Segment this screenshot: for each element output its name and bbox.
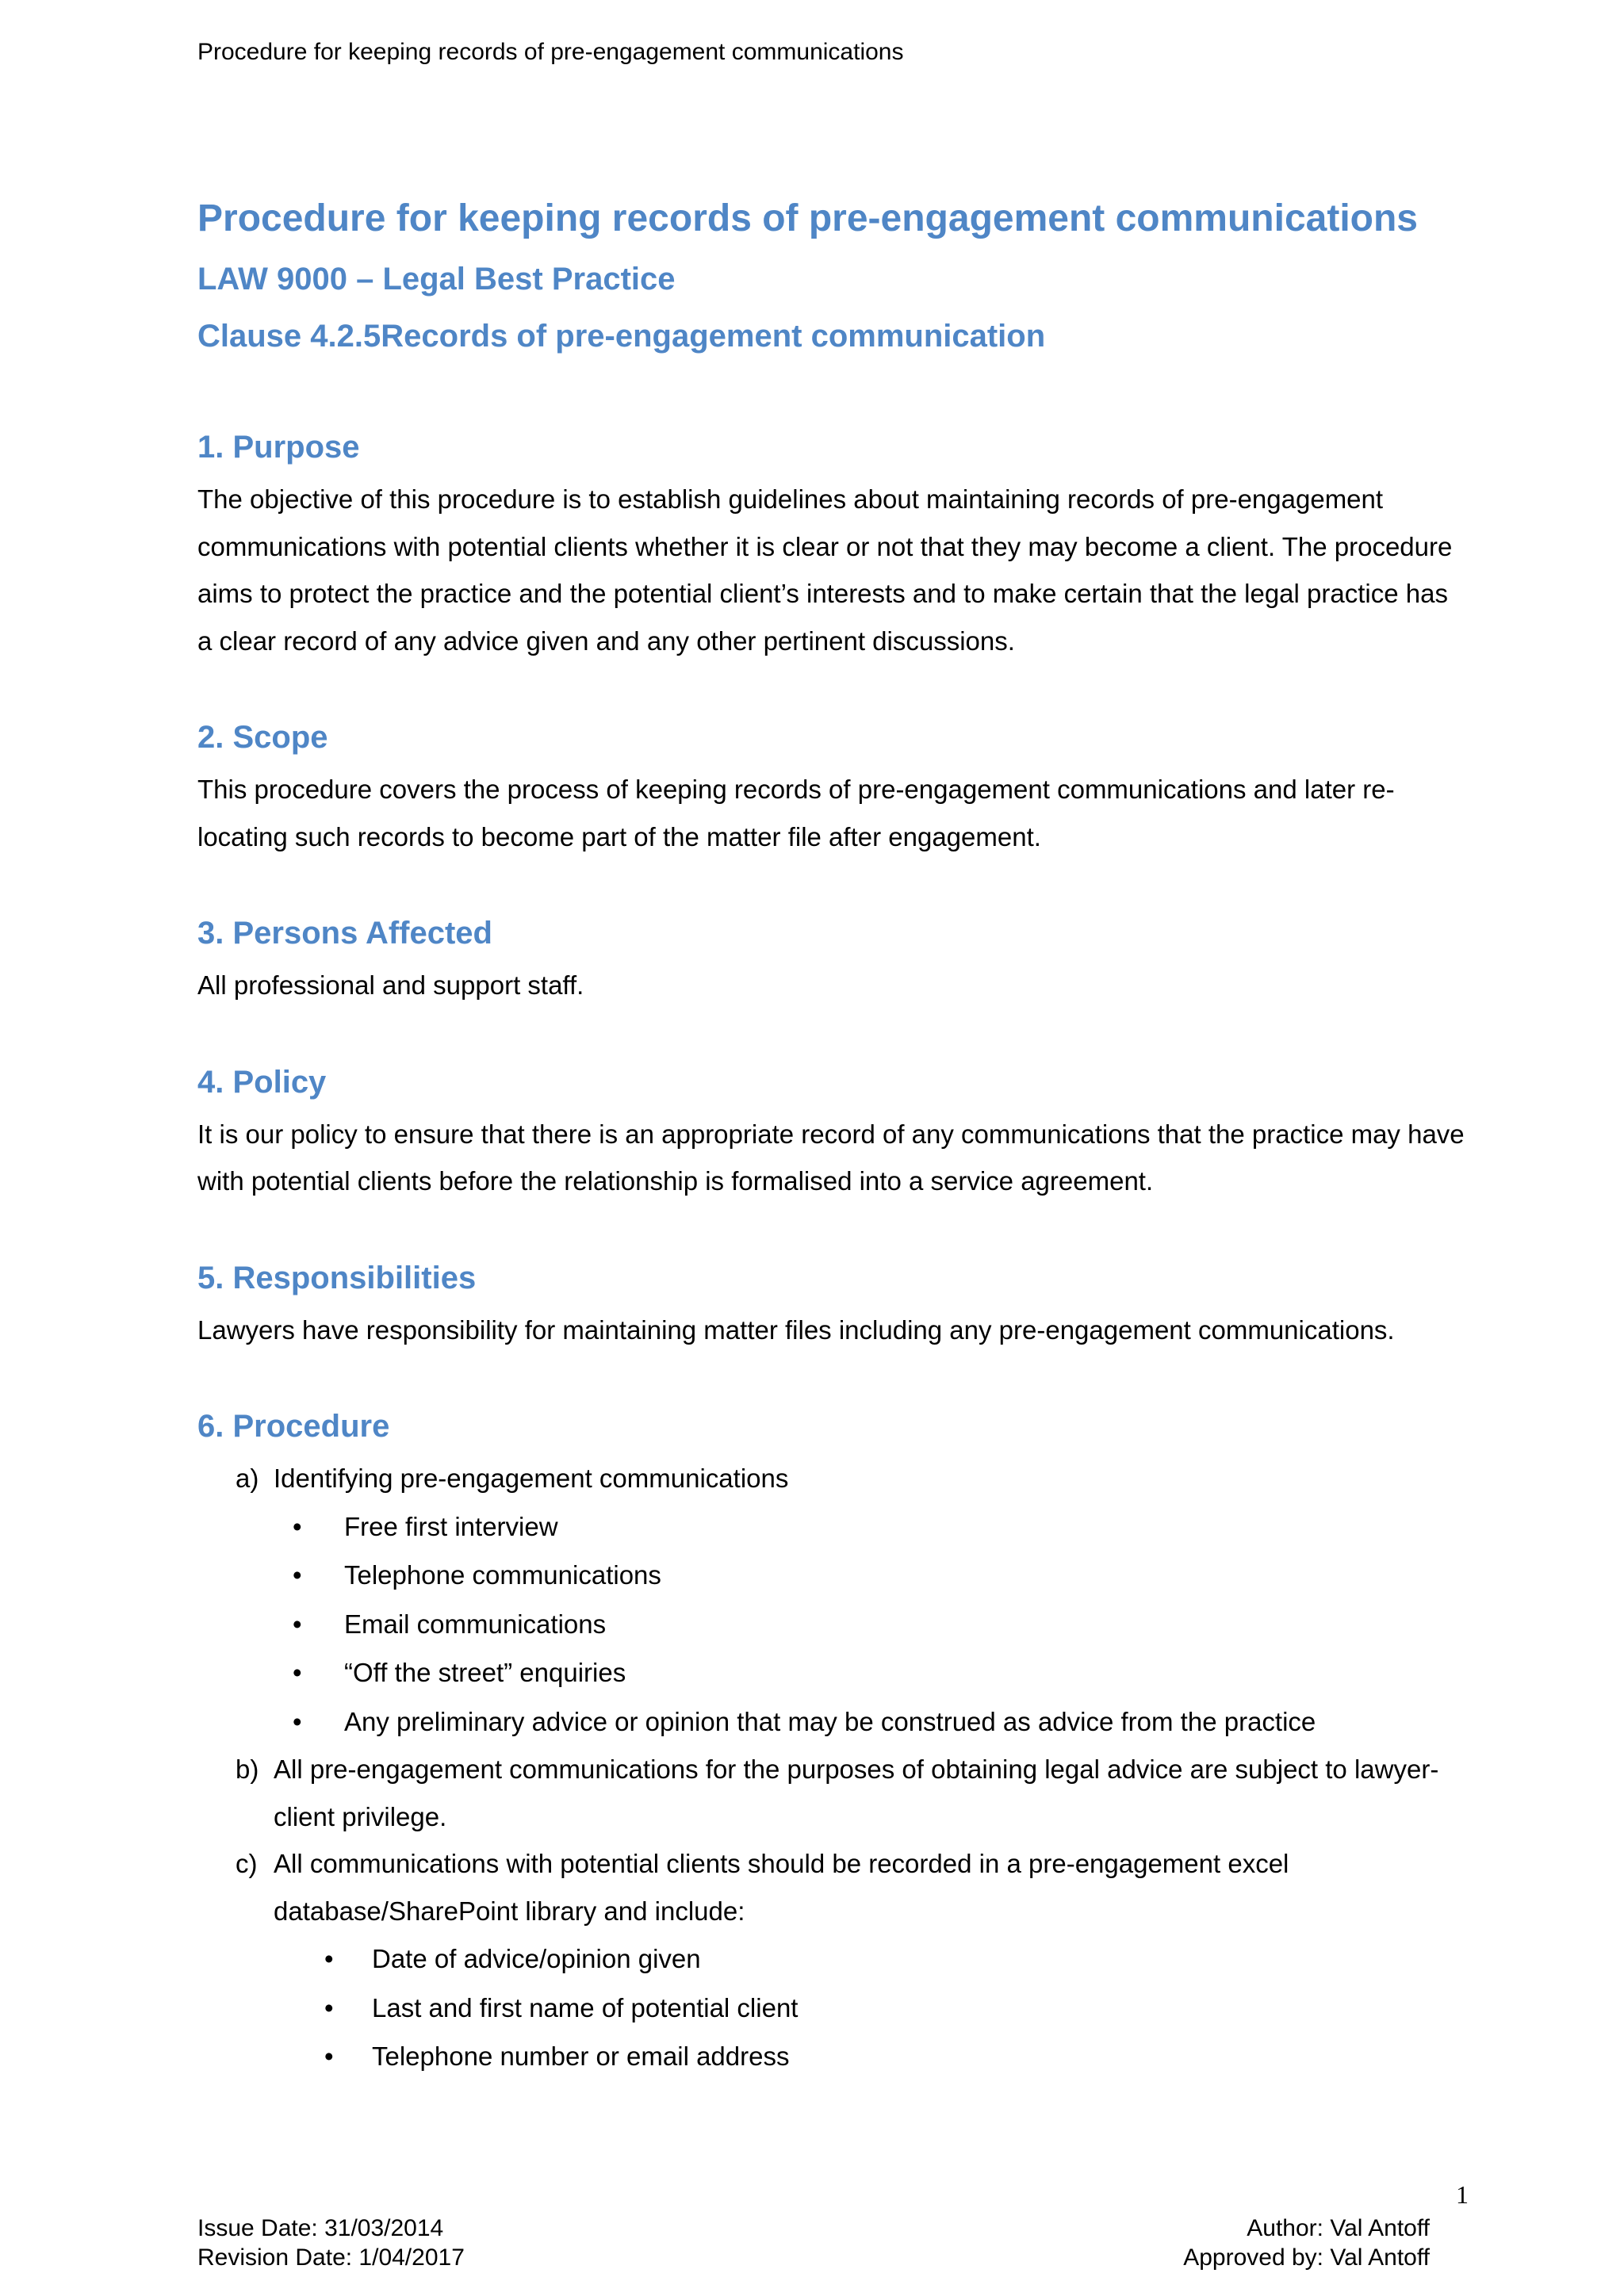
approved-by: Approved by: Val Antoff — [1183, 2244, 1430, 2271]
list-item-text: Telephone number or email address — [372, 2042, 790, 2071]
persons-affected-section — [197, 911, 1466, 1009]
responsibilities-text: Lawyers have responsibility for maintaining matter files including any pre-engagement communications. — [197, 1314, 1395, 1345]
procedure-item-text: All pre-engagement communications for the purposes of obtaining legal advice are subject to lawyer-client privilege. — [274, 1755, 1439, 1831]
list-item-text: “Off the street” enquiries — [344, 1658, 626, 1687]
list-item-text: Date of advice/opinion given — [372, 1944, 701, 1973]
bullet-icon: • — [324, 2042, 334, 2071]
document-body — [197, 193, 1466, 2081]
persons-affected-heading: 3. Persons Affected — [197, 916, 492, 951]
list-item — [197, 1502, 1466, 1552]
record-fields-bullets — [197, 1934, 1466, 2081]
policy-text: It is our policy to ensure that there is an appropriate record of any communications that the practice may have with potential clients before the relationship is formalised into a service agreement. — [197, 1119, 1465, 1196]
issue-date: Issue Date: 31/03/2014 — [197, 2215, 444, 2241]
purpose-heading: 1. Purpose — [197, 430, 360, 465]
purpose-text: The objective of this procedure is to establish guidelines about maintaining records of pre-engagement communications with potential clients whether it is clear or not that they may become a client. The procedure aims to protect the practice and the potential client’s interests and to make certain that the legal practice has a clear record of any advice given and any other pertinent discussions. — [197, 484, 1453, 656]
bullet-icon: • — [293, 1511, 302, 1541]
procedure-item-c — [197, 1840, 1466, 1934]
procedure-item-letter: b) — [236, 1755, 259, 1784]
list-item-text: Free first interview — [344, 1511, 558, 1541]
procedure-list — [197, 1455, 1466, 2081]
policy-heading: 4. Policy — [197, 1064, 327, 1100]
responsibilities-heading: 5. Responsibilities — [197, 1260, 477, 1295]
list-item — [197, 1600, 1466, 1649]
procedure-heading: 6. Procedure — [197, 1409, 390, 1444]
list-item-text: Any preliminary advice or opinion that may be construed as advice from the practice — [344, 1706, 1316, 1736]
bullet-icon: • — [293, 1560, 302, 1590]
procedure-item-text: All communications with potential clients should be recorded in a pre-engagement excel database/SharePoint library and include: — [274, 1849, 1289, 1926]
identifying-bullets — [197, 1502, 1466, 1747]
footer-authorship — [1183, 2214, 1430, 2272]
list-item — [197, 1984, 1466, 2033]
list-item — [197, 2032, 1466, 2081]
persons-affected-text: All professional and support staff. — [197, 970, 584, 1000]
list-item — [197, 1551, 1466, 1600]
scope-text: This procedure covers the process of keeping records of pre-engagement communications and later re-locating such records to become part of the matter file after engagement. — [197, 775, 1395, 851]
page-number: 1 — [1456, 2180, 1469, 2209]
procedure-item-a — [197, 1455, 1466, 1502]
clause-subtitle: Clause 4.2.5Records of pre-engagement communication — [197, 319, 1046, 354]
bullet-icon: • — [293, 1658, 302, 1687]
procedure-item-letter: c) — [236, 1849, 258, 1878]
revision-date: Revision Date: 1/04/2017 — [197, 2244, 465, 2271]
procedure-item-b — [197, 1746, 1466, 1840]
list-item — [197, 1697, 1466, 1747]
responsibilities-section — [197, 1256, 1466, 1354]
list-item-text: Last and first name of potential client — [372, 1992, 799, 2022]
list-item-text: Email communications — [344, 1609, 607, 1639]
footer-dates — [197, 2214, 465, 2272]
bullet-icon: • — [293, 1609, 302, 1639]
bullet-icon: • — [324, 1992, 334, 2022]
bullet-icon: • — [324, 1944, 334, 1973]
procedure-item-letter: a) — [236, 1464, 259, 1493]
purpose-section — [197, 425, 1466, 664]
author: Author: Val Antoff — [1247, 2215, 1430, 2241]
running-header: Procedure for keeping records of pre-engagement communications — [197, 39, 904, 65]
list-item-text: Telephone communications — [344, 1560, 661, 1590]
procedure-item-text: Identifying pre-engagement communications — [274, 1464, 789, 1493]
bullet-icon: • — [293, 1706, 302, 1736]
scope-heading: 2. Scope — [197, 720, 328, 755]
standard-subtitle: LAW 9000 – Legal Best Practice — [197, 262, 676, 297]
policy-section — [197, 1060, 1466, 1205]
procedure-section — [197, 1404, 1466, 2081]
document-title: Procedure for keeping records of pre-engagement communications — [197, 197, 1418, 239]
list-item — [197, 1648, 1466, 1697]
list-item — [197, 1934, 1466, 1984]
scope-section — [197, 715, 1466, 860]
